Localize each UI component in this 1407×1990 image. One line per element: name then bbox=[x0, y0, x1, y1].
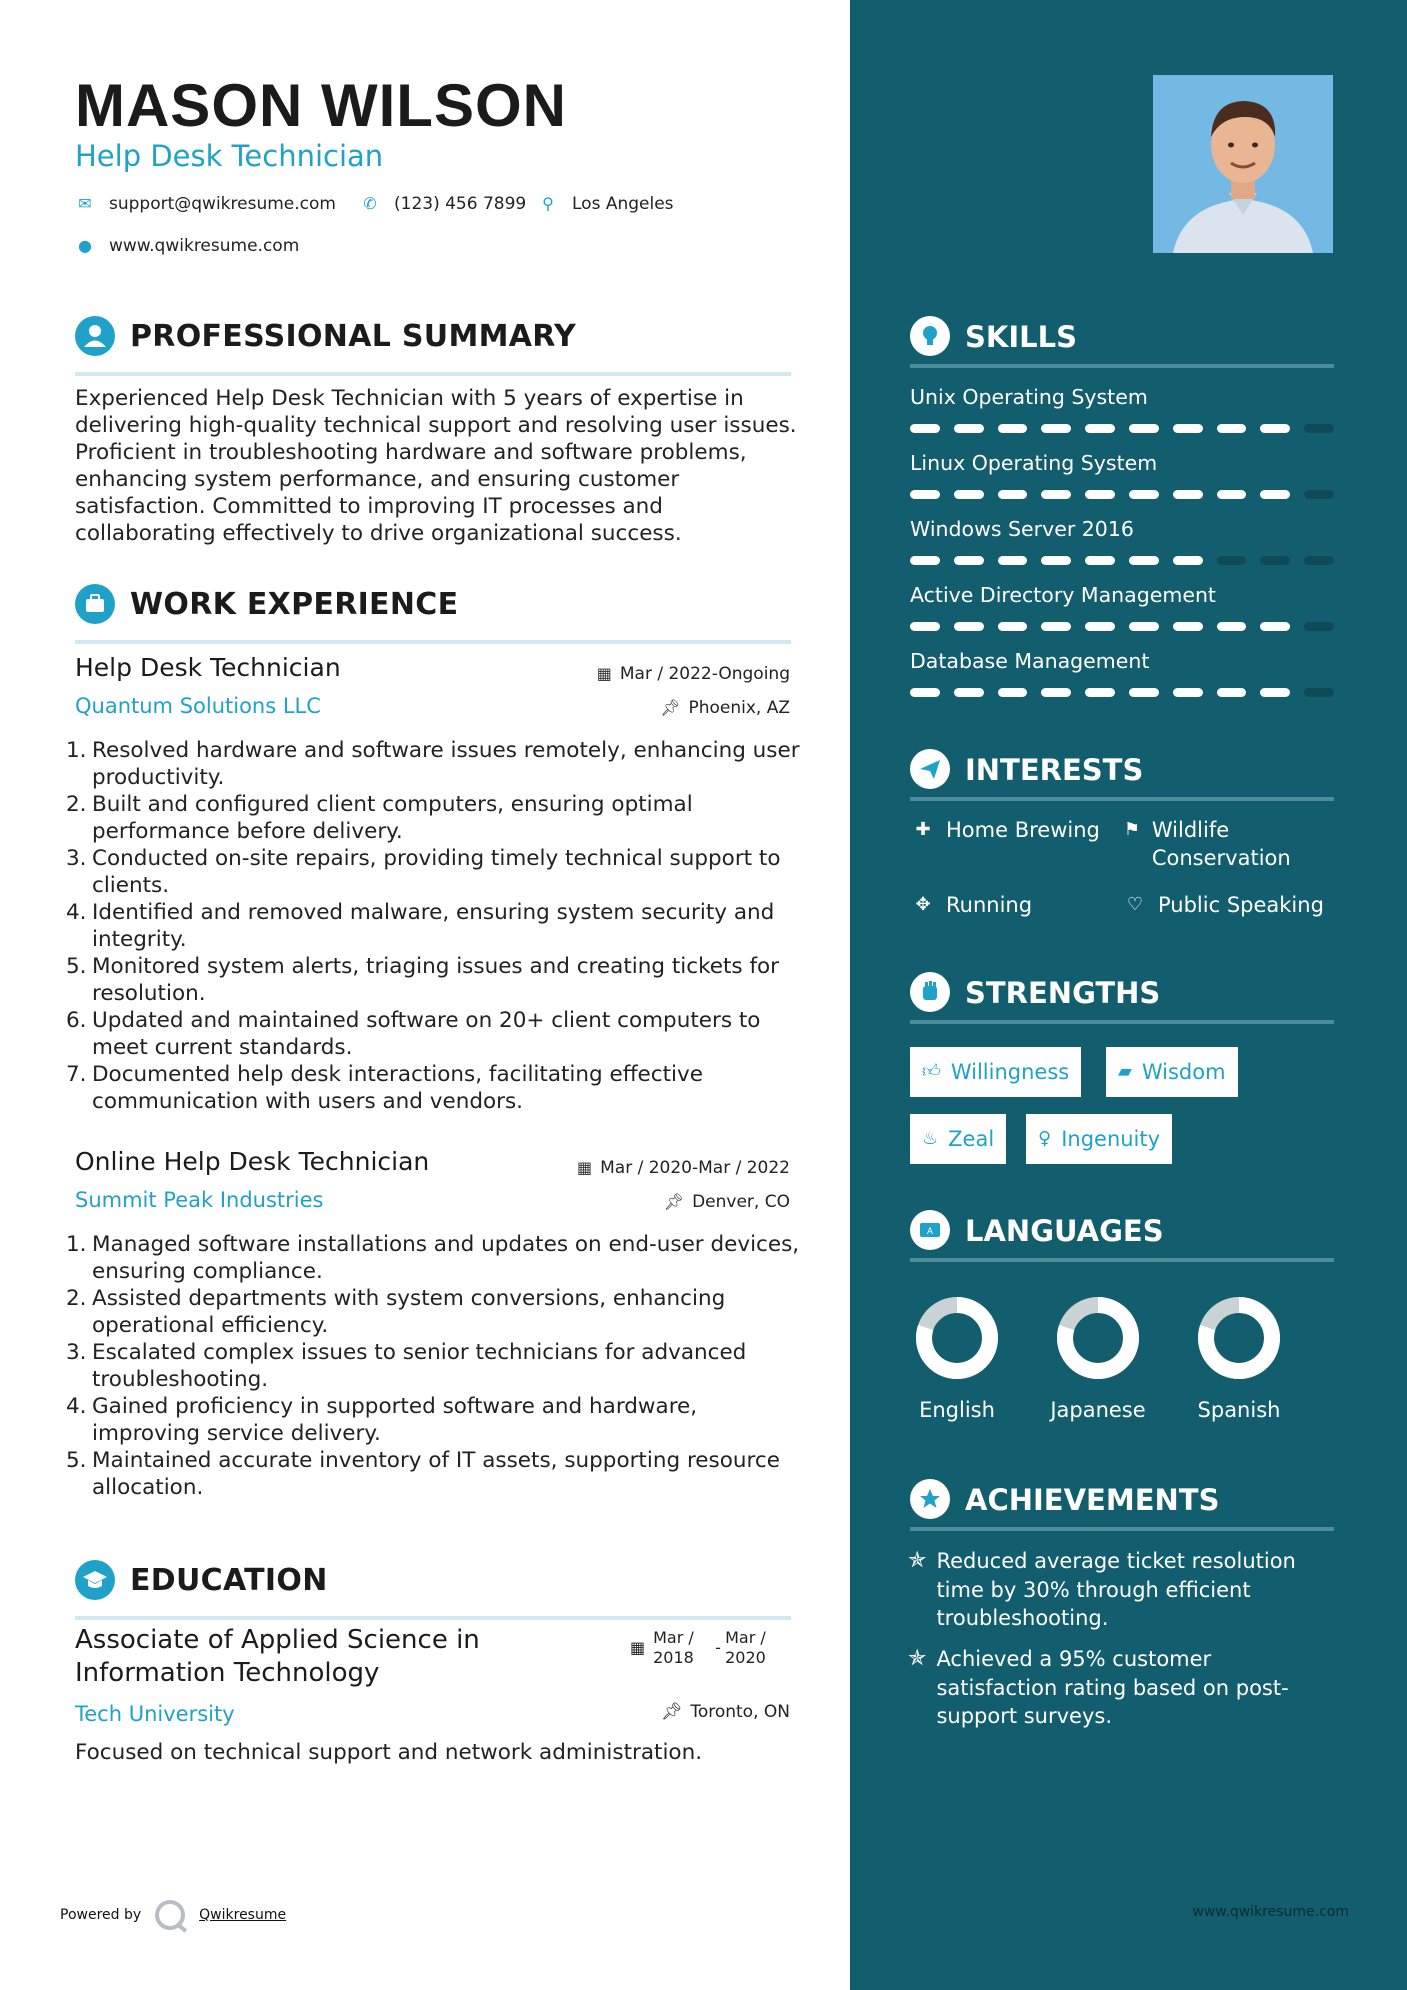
skill-level-dash bbox=[1217, 490, 1247, 499]
skill-level-dash bbox=[1129, 622, 1159, 631]
qwikresume-logo-icon bbox=[155, 1900, 185, 1930]
experience-header bbox=[75, 584, 791, 644]
skill-level-dash bbox=[1260, 424, 1290, 433]
skill-level-dash bbox=[998, 622, 1028, 631]
skill-level-dash bbox=[1085, 424, 1115, 433]
skill-level-dash bbox=[1260, 490, 1290, 499]
skill-level-dash bbox=[1041, 490, 1071, 499]
pushpin-icon: 📌︎ bbox=[660, 1702, 683, 1722]
website-text: www.qwikresume.com bbox=[109, 236, 300, 256]
fire-icon: ♨ bbox=[922, 1128, 939, 1149]
skill-item bbox=[910, 648, 1334, 697]
list-item: 6. Updated and maintained software on 20+ client computers to meet current standards. bbox=[66, 1008, 761, 1060]
list-item: 2. Assisted departments with system conversions, enhancing operational efficiency. bbox=[66, 1286, 726, 1338]
skill-level-dash bbox=[1304, 556, 1334, 565]
skill-level-dash bbox=[1085, 622, 1115, 631]
skill-label: Windows Server 2016 bbox=[910, 517, 1134, 541]
skill-level-dash bbox=[1129, 556, 1159, 565]
skill-level-dash bbox=[954, 490, 984, 499]
book-icon: ▰ bbox=[1118, 1061, 1132, 1082]
graduation-cap-icon bbox=[75, 1560, 115, 1600]
skill-level-dash bbox=[1129, 688, 1159, 697]
user-icon bbox=[75, 316, 115, 356]
language-label: Spanish bbox=[1197, 1398, 1281, 1422]
job-1-company: Quantum Solutions LLC bbox=[75, 694, 321, 718]
briefcase-icon bbox=[75, 584, 115, 624]
skill-level-dash bbox=[1085, 556, 1115, 565]
skill-level-dash bbox=[910, 556, 940, 565]
location-text: Los Angeles bbox=[572, 194, 674, 214]
contact-website[interactable] bbox=[75, 235, 299, 257]
language-item bbox=[1184, 1293, 1294, 1423]
skill-level-dash bbox=[1085, 688, 1115, 697]
pushpin-icon: 📌︎ bbox=[663, 1192, 685, 1211]
skill-level-dash bbox=[1304, 424, 1334, 433]
strengths-title: STRENGTHS bbox=[965, 976, 1161, 1010]
job-2-location-text: Denver, CO bbox=[692, 1192, 790, 1212]
skill-level-dash bbox=[1217, 688, 1247, 697]
job-2-company: Summit Peak Industries bbox=[75, 1188, 324, 1212]
interests-header bbox=[910, 749, 1334, 801]
calendar-icon: ▦ bbox=[596, 664, 612, 683]
calendar-icon: ▦ bbox=[630, 1638, 646, 1657]
candidate-name: MASON WILSON bbox=[75, 72, 567, 139]
skill-level-dash bbox=[1041, 688, 1071, 697]
skill-level-dash bbox=[1173, 490, 1203, 499]
skill-item bbox=[910, 516, 1334, 565]
strength-zeal: ♨ Zeal bbox=[910, 1114, 1006, 1164]
job-1-date bbox=[597, 663, 790, 685]
list-item: 1. Resolved hardware and software issues remotely, enhancing user productivity. bbox=[66, 738, 800, 790]
skill-level-dash bbox=[1041, 556, 1071, 565]
powered-by bbox=[60, 1900, 286, 1930]
contact-phone[interactable] bbox=[360, 193, 526, 215]
skill-level-dash bbox=[910, 622, 940, 631]
job-1-location bbox=[660, 697, 790, 719]
list-item: 4. Identified and removed malware, ensuring system security and integrity. bbox=[66, 900, 775, 952]
skill-item bbox=[910, 384, 1334, 433]
achievements-header bbox=[910, 1479, 1334, 1531]
skill-level-dash bbox=[998, 556, 1028, 565]
brand-link[interactable]: Qwikresume bbox=[199, 1907, 287, 1923]
skills-header bbox=[910, 316, 1334, 368]
skill-level-dash bbox=[1173, 424, 1203, 433]
language-label: English bbox=[919, 1398, 995, 1422]
skill-level-dash bbox=[1173, 556, 1203, 565]
education-location-text: Toronto, ON bbox=[690, 1702, 790, 1722]
skill-level-dash bbox=[1217, 556, 1247, 565]
summary-text: Experienced Help Desk Technician with 5 years of expertise in delivering high-quality technical support and resolving user issues. Proficient in troubleshooting hardware and software problems, enhancing system performance, and ensuring customer satisfaction. Committed to improving IT processes and collaborating effectively to drive organizational success. bbox=[75, 386, 797, 546]
achievements-title: ACHIEVEMENTS bbox=[965, 1483, 1220, 1517]
list-item: 5. Maintained accurate inventory of IT assets, supporting resource allocation. bbox=[66, 1448, 780, 1500]
skill-label: Active Directory Management bbox=[910, 583, 1216, 607]
education-header bbox=[75, 1560, 791, 1620]
job-1-duties bbox=[66, 737, 806, 1115]
experience-title: WORK EXPERIENCE bbox=[130, 587, 459, 622]
skill-level-dash bbox=[1041, 622, 1071, 631]
paper-plane-icon bbox=[910, 749, 950, 789]
education-title: EDUCATION bbox=[130, 1563, 328, 1598]
pushpin-icon: 📌︎ bbox=[660, 698, 681, 717]
footer-site[interactable]: www.qwikresume.com bbox=[1192, 1904, 1349, 1920]
language-icon bbox=[910, 1210, 950, 1250]
globe-icon: ● bbox=[78, 236, 92, 255]
job-2-date-text: Mar / 2020-Mar / 2022 bbox=[600, 1158, 790, 1178]
education-description: Focused on technical support and network administration. bbox=[75, 1740, 703, 1765]
skill-level-dash bbox=[1217, 424, 1247, 433]
skill-level-bar bbox=[910, 622, 1334, 631]
skill-level-dash bbox=[910, 688, 940, 697]
languages-title: LANGUAGES bbox=[965, 1214, 1164, 1248]
skill-level-bar bbox=[910, 556, 1334, 565]
skill-level-dash bbox=[998, 424, 1028, 433]
education-end: Mar / 2020 bbox=[725, 1628, 766, 1667]
lightbulb-icon bbox=[910, 316, 950, 356]
language-ring bbox=[1053, 1293, 1143, 1383]
job-2-duties bbox=[66, 1231, 806, 1501]
skill-level-bar bbox=[910, 490, 1334, 499]
skill-item bbox=[910, 450, 1334, 499]
skill-level-bar bbox=[910, 424, 1334, 433]
candidate-title: Help Desk Technician bbox=[75, 139, 384, 173]
skill-label: Unix Operating System bbox=[910, 385, 1148, 409]
summary-header bbox=[75, 316, 791, 376]
list-item: 5. Monitored system alerts, triaging issues and creating tickets for resolution. bbox=[66, 954, 780, 1006]
skill-level-dash bbox=[910, 424, 940, 433]
profile-photo bbox=[1153, 75, 1333, 253]
sidebar bbox=[850, 0, 1407, 1990]
email-text: support@qwikresume.com bbox=[109, 194, 336, 214]
achievement-2: ✯ Achieved a 95% customer satisfaction rating based on post-support surveys. bbox=[908, 1645, 1338, 1731]
skill-level-dash bbox=[1304, 490, 1334, 499]
interest-running: ✥ Running bbox=[910, 891, 1110, 919]
heartbeat-icon: ♡ bbox=[1126, 894, 1144, 915]
skill-level-dash bbox=[1304, 688, 1334, 697]
interest-home-brewing: ✚ Home Brewing bbox=[910, 816, 1110, 844]
education-school: Tech University bbox=[75, 1702, 235, 1726]
lightbulb-icon: ♀ bbox=[1038, 1128, 1052, 1149]
skill-level-dash bbox=[1173, 688, 1203, 697]
skill-level-dash bbox=[954, 424, 984, 433]
powered-by-label: Powered by bbox=[60, 1907, 142, 1923]
contact-email[interactable] bbox=[75, 193, 336, 215]
skill-level-dash bbox=[998, 490, 1028, 499]
skill-level-dash bbox=[1085, 490, 1115, 499]
skill-label: Database Management bbox=[910, 649, 1150, 673]
list-item: 1. Managed software installations and updates on end-user devices, ensuring compliance. bbox=[66, 1232, 800, 1284]
strength-willingness: 👍︎ Willingness bbox=[910, 1047, 1081, 1097]
skill-level-dash bbox=[1129, 424, 1159, 433]
language-label: Japanese bbox=[1050, 1398, 1146, 1422]
skill-level-dash bbox=[1260, 688, 1290, 697]
skill-level-dash bbox=[1173, 622, 1203, 631]
skill-level-dash bbox=[1041, 424, 1071, 433]
language-ring bbox=[1194, 1293, 1284, 1383]
skill-label: Linux Operating System bbox=[910, 451, 1158, 475]
languages-header bbox=[910, 1210, 1334, 1262]
strength-wisdom: ▰ Wisdom bbox=[1106, 1047, 1238, 1097]
skill-level-dash bbox=[1304, 622, 1334, 631]
list-item: 2. Built and configured client computers, ensuring optimal performance before delivery. bbox=[66, 792, 693, 844]
interest-public-speaking: ♡ Public Speaking bbox=[1122, 891, 1332, 919]
job-1-date-text: Mar / 2022-Ongoing bbox=[619, 664, 790, 684]
skill-level-dash bbox=[1260, 556, 1290, 565]
star-badge-icon bbox=[910, 1479, 950, 1519]
star-icon: ✯ bbox=[908, 1646, 927, 1671]
language-item bbox=[902, 1293, 1012, 1423]
education-start: Mar / 2018 bbox=[653, 1628, 694, 1667]
skill-level-dash bbox=[954, 622, 984, 631]
education-degree: Associate of Applied Science in Information Technology bbox=[75, 1625, 480, 1688]
education-dates: ▦ Mar / 2018 - Mar / 2020 bbox=[630, 1628, 787, 1668]
flag-icon: ⚑ bbox=[1123, 819, 1140, 840]
star-icon: ✯ bbox=[908, 1548, 927, 1573]
education-location bbox=[661, 1701, 790, 1723]
job-2-location bbox=[664, 1191, 790, 1213]
svg-text:A: A bbox=[926, 1227, 934, 1237]
paw-icon: ✥ bbox=[915, 894, 931, 915]
list-item: 7. Documented help desk interactions, facilitating effective communication with users and vendors. bbox=[66, 1062, 703, 1114]
calendar-icon: ▦ bbox=[576, 1158, 593, 1177]
language-item bbox=[1043, 1293, 1153, 1423]
skill-level-dash bbox=[998, 688, 1028, 697]
skill-level-dash bbox=[1129, 490, 1159, 499]
job-1-location-text: Phoenix, AZ bbox=[688, 698, 790, 718]
achievement-1: ✯ Reduced average ticket resolution time by 30% through efficient troubleshooting. bbox=[908, 1547, 1338, 1633]
thumbs-up-icon: 👍︎ bbox=[922, 1061, 941, 1082]
summary-title: PROFESSIONAL SUMMARY bbox=[130, 319, 577, 354]
skill-level-dash bbox=[954, 556, 984, 565]
contact-location bbox=[538, 193, 674, 215]
list-item: 3. Conducted on-site repairs, providing timely technical support to clients. bbox=[66, 846, 781, 898]
list-item: 3. Escalated complex issues to senior technicians for advanced troubleshooting. bbox=[66, 1340, 747, 1392]
fist-icon bbox=[910, 972, 950, 1012]
job-2-date bbox=[577, 1157, 790, 1179]
interests-title: INTERESTS bbox=[965, 753, 1144, 787]
skill-item bbox=[910, 582, 1334, 631]
strength-ingenuity: ♀ Ingenuity bbox=[1026, 1114, 1172, 1164]
phone-icon: ✆ bbox=[363, 194, 377, 213]
skill-level-dash bbox=[1217, 622, 1247, 631]
job-2-title: Online Help Desk Technician bbox=[75, 1147, 430, 1176]
strengths-header bbox=[910, 972, 1334, 1024]
interest-wildlife-conservation: ⚑ Wildlife Conservation bbox=[1123, 818, 1291, 870]
skill-level-dash bbox=[954, 688, 984, 697]
language-ring bbox=[912, 1293, 1002, 1383]
list-item: 4. Gained proficiency in supported software and hardware, improving service delivery. bbox=[66, 1394, 698, 1446]
job-1-title: Help Desk Technician bbox=[75, 653, 341, 682]
skill-level-dash bbox=[910, 490, 940, 499]
phone-text: (123) 456 7899 bbox=[394, 194, 527, 214]
skill-level-dash bbox=[1260, 622, 1290, 631]
puzzle-icon: ✚ bbox=[915, 819, 931, 840]
map-pin-icon: ⚲ bbox=[542, 194, 554, 213]
skills-title: SKILLS bbox=[965, 320, 1077, 354]
envelope-icon: ✉ bbox=[78, 194, 92, 213]
skill-level-bar bbox=[910, 688, 1334, 697]
